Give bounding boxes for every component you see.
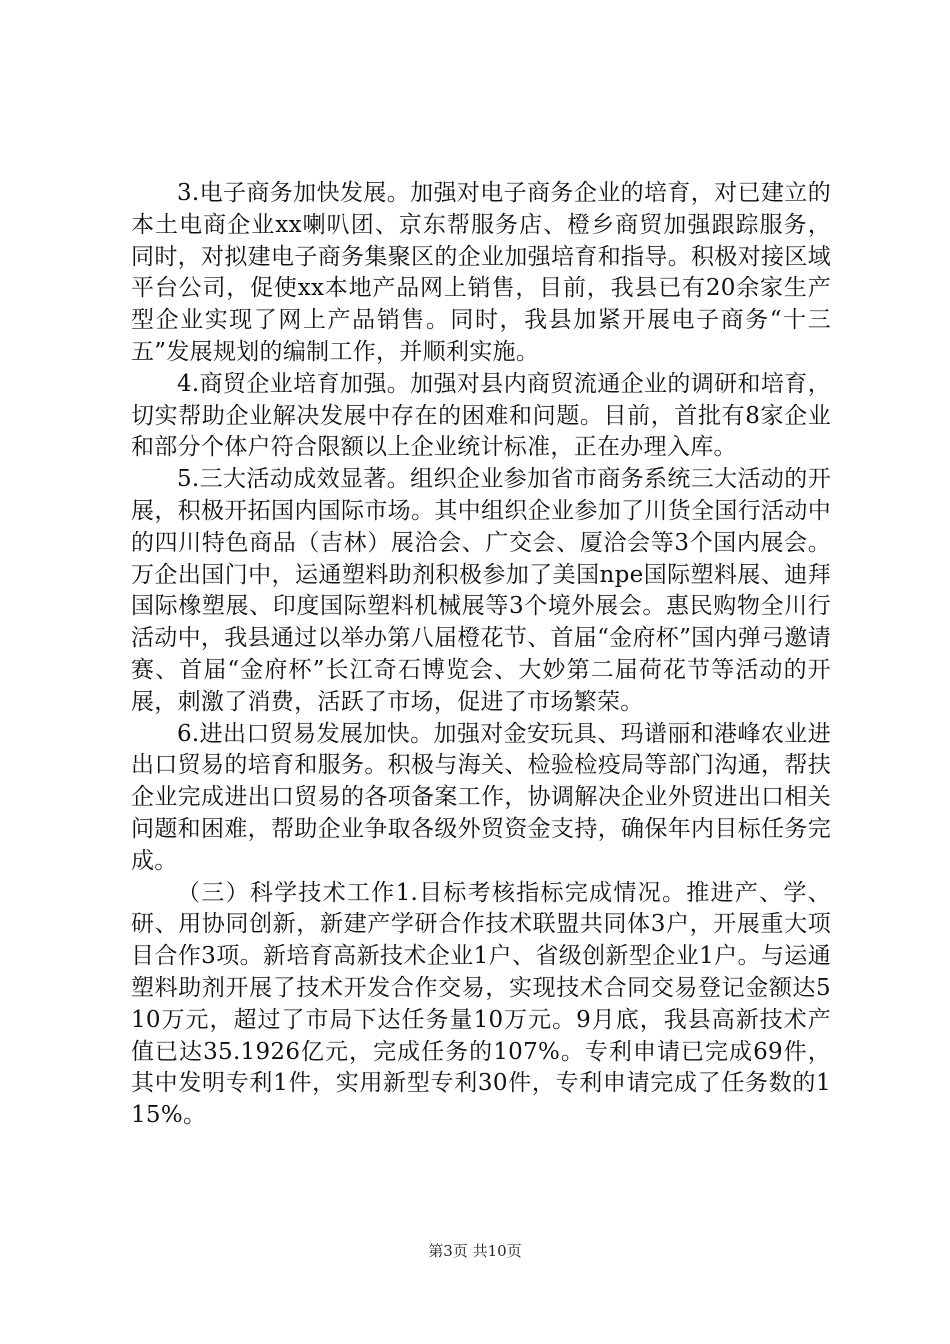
- page-footer: 第3页 共10页: [428, 1242, 522, 1260]
- paragraph-trade-enterprise: 4.商贸企业培育加强。加强对县内商贸流通企业的调研和培育，切实帮助企业解决发展中存在的困难和问题。目前，首批有8家企业和部分个体户符合限额以上企业统计标准，正在办理入库。: [131, 370, 831, 461]
- document-body: [131, 178, 831, 1132]
- paragraph-ecommerce: 3.电子商务加快发展。加强对电子商务企业的培育，对已建立的本土电商企业xx喇叭团、京东帮服务店、橙乡商贸加强跟踪服务，同时，对拟建电子商务集聚区的企业加强培育和指导。积极对接区域平台公司，促使xx本地产品网上销售，目前，我县已有20余家生产型企业实现了网上产品销售。同时，我县加紧开展电子商务“十三五”发展规划的编制工作，并顺利实施。: [131, 180, 831, 365]
- paragraph-science-technology: （三）科学技术工作1.目标考核指标完成情况。推进产、学、研、用协同创新，新建产学研合作技术联盟共同体3户，开展重大项目合作3项。新培育高新技术企业1户、省级创新型企业1户。与运通塑料助剂开展了技术开发合作交易，实现技术合同交易登记金额达510万元，超过了市局下达任务量10万元。9月底，我县高新技术产值已达35.1926亿元，完成任务的107%。专利申请已完成69件，其中发明专利1件，实用新型专利30件，专利申请完成了任务数的115%。: [131, 879, 831, 1129]
- paragraph-import-export: 6.进出口贸易发展加快。加强对金安玩具、玛谱丽和港峰农业进出口贸易的培育和服务。积极与海关、检验检疫局等部门沟通，帮扶企业完成进出口贸易的各项备案工作，协调解决企业外贸进出口相关问题和困难，帮助企业争取各级外贸资金支持，确保年内目标任务完成。: [131, 720, 831, 874]
- paragraph-three-activities: 5.三大活动成效显著。组织企业参加省市商务系统三大活动的开展，积极开拓国内国际市场。其中组织企业参加了川货全国行活动中的四川特色商品（吉林）展洽会、广交会、厦洽会等3个国内展会。万企出国门中，运通塑料助剂积极参加了美国npe国际塑料展、迪拜国际橡塑展、印度国际塑料机械展等3个境外展会。惠民购物全川行活动中，我县通过以举办第八届橙花节、首届“金府杯”国内弹弓邀请赛、首届“金府杯”长江奇石博览会、大妙第二届荷花节等活动的开展，刺激了消费，活跃了市场，促进了市场繁荣。: [131, 466, 831, 715]
